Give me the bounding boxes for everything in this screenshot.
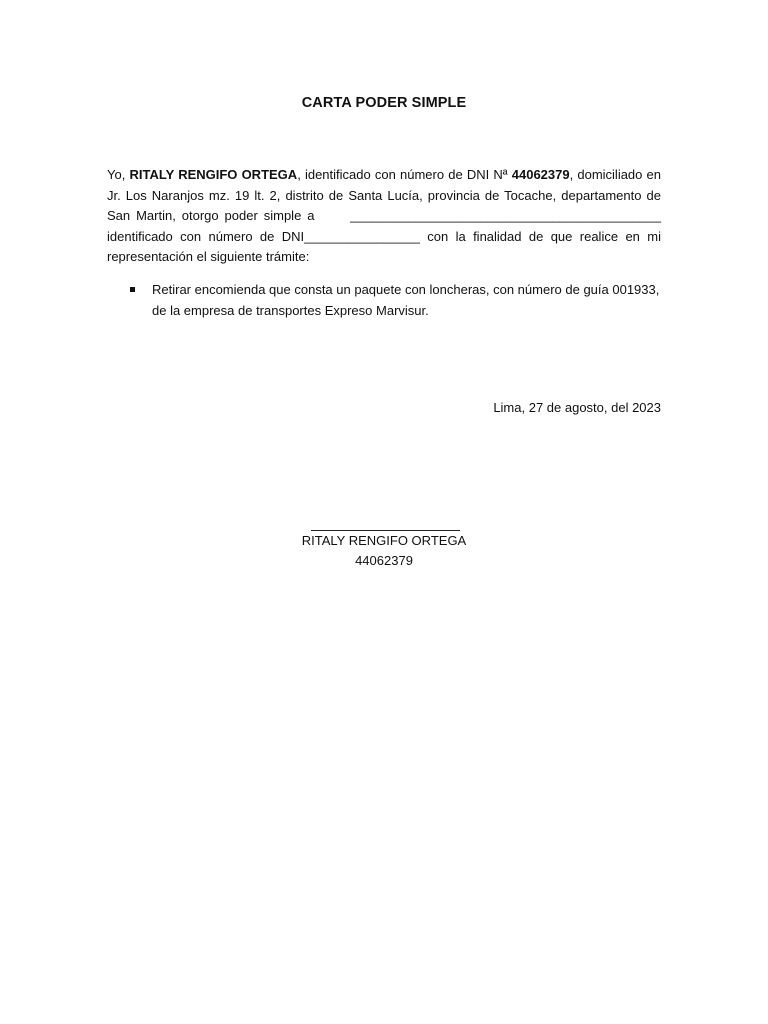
body-text-1: , identificado con número de DNI Nª xyxy=(297,167,512,182)
body-text-2: , domiciliado en Jr. Los Naranjos mz. 19 lt. 2, distrito de Santa Lucía, provincia de Tocache, departamento de San Martin, otorgo poder simple a xyxy=(107,167,662,223)
signature-name: RITALY RENGIFO ORTEGA xyxy=(301,533,467,548)
procedure-list xyxy=(107,280,661,321)
list-item-text: Retirar encomienda que consta un paquete con loncheras, con número de guía 001933, de la empresa de transportes Expreso Marvisur. xyxy=(152,282,660,318)
list-item xyxy=(107,280,661,321)
square-bullet-icon xyxy=(130,287,135,292)
document-title: CARTA PODER SIMPLE xyxy=(301,95,467,111)
signature-dni: 44062379 xyxy=(355,553,413,568)
blank-name-line: ___________________________________________ xyxy=(350,208,661,223)
intro-text: Yo, xyxy=(107,167,130,182)
body-paragraph xyxy=(107,165,661,268)
body-text-3: identificado con número de DNI xyxy=(107,228,305,244)
grantor-dni: 44062379 xyxy=(511,167,570,182)
document-date: Lima, 27 de agosto, del 2023 xyxy=(493,400,661,415)
blank-dni-line: ________________ xyxy=(304,228,420,244)
body-text-4: con la finalidad de que realice en mi representación el siguiente trámite: xyxy=(107,228,661,264)
grantor-name: RITALY RENGIFO ORTEGA xyxy=(129,167,298,182)
